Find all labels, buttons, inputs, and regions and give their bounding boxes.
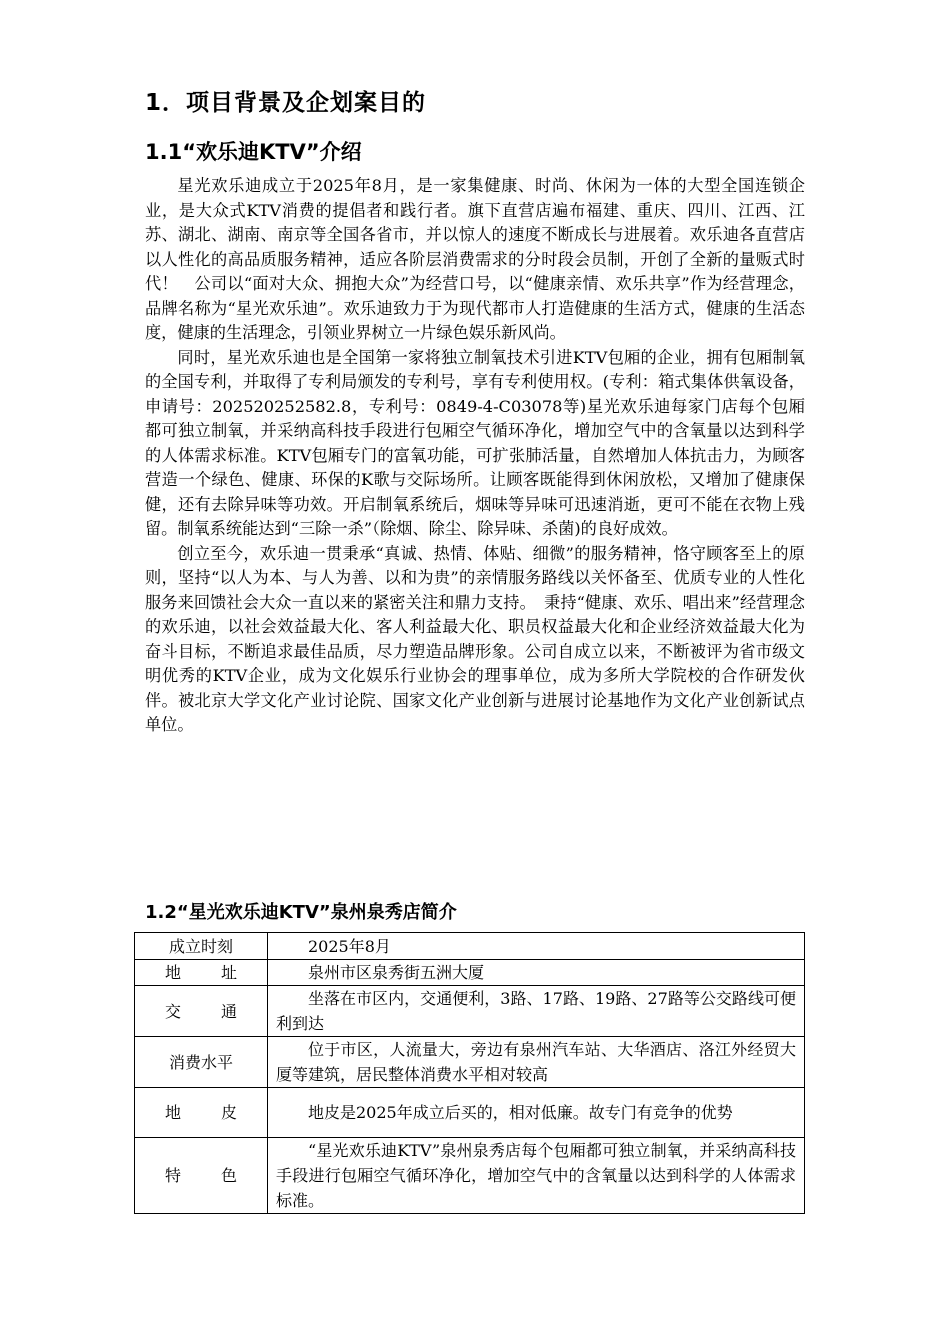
table-row <box>135 933 805 960</box>
row-value-founded: 2025年8月 <box>268 933 805 960</box>
label-text: 成立时刻 <box>168 936 233 956</box>
label-text: 地址 <box>165 963 237 982</box>
section-1-1-body <box>145 174 805 738</box>
row-value-land: 地皮是2025年成立后买的，相对低廉。故专门有竞争的优势 <box>268 1088 805 1138</box>
row-label-feature <box>135 1138 268 1214</box>
row-label-land <box>135 1088 268 1138</box>
paragraph-philosophy: 创立至今，欢乐迪一贯秉承“真诚、热情、体贴、细微”的服务精神，恪守顾客至上的原则，坚持“以人为本、与人为善、以和为贵”的亲情服务路线以关怀备至、优质专业的人性化服务来回馈社会大众一直以来的紧密关注和鼎力支持。 秉持“健康、欢乐、唱出来”经营理念的欢乐迪，以社会效益最大化、客人利益最大化、职员权益最大化和企业经济效益最大化为奋斗目标，不断追求最佳品质，尽力塑造品牌形象。公司自成立以来，不断被评为省市级文明优秀的KTV企业，成为文化娱乐行业协会的理事单位，成为多所大学院校的合作研发伙伴。被北京大学文化产业讨论院、国家文化产业创新与进展讨论基地作为文化产业创新试点单位。 <box>145 543 805 734</box>
table-row <box>135 1088 805 1138</box>
row-label-address <box>135 960 268 986</box>
table-row <box>135 960 805 986</box>
table-row <box>135 1037 805 1088</box>
label-text: 地皮 <box>165 1103 237 1122</box>
label-text: 交通 <box>165 1001 237 1021</box>
paragraph-intro: 星光欢乐迪成立于2025年8月，是一家集健康、时尚、休闲为一体的大型全国连锁企业，是大众式KTV消费的提倡者和践行者。旗下直营店遍布福建、重庆、四川、江西、江苏、湖北、湖南、南京等全国各省市，并以惊人的速度不断成长与进展着。欢乐迪各直营店以人性化的高品质服务精神，适应各阶层消费需求的分时段会员制，开创了全新的量贩式时代！ 公司以“面对大众、拥抱大众”为经营口号，以“健康亲情、欢乐共享”作为经营理念，品牌名称为“星光欢乐迪”。欢乐迪致力于为现代都市人打造健康的生活方式，健康的生活态度，健康的生活理念，引领业界树立一片绿色娱乐新风尚。 <box>145 176 805 342</box>
main-heading: 1．项目背景及企划案目的 <box>145 90 427 116</box>
store-info-table <box>134 932 805 1214</box>
row-value-feature: “星光欢乐迪KTV”泉州泉秀店每个包厢都可独立制氧，并采纳高科技手段进行包厢空气循环净化，增加空气中的含氧量以达到科学的人体需求标准。 <box>268 1138 805 1214</box>
paragraph-oxygen: 同时，星光欢乐迪也是全国第一家将独立制氧技术引进KTV包厢的企业，拥有包厢制氧的全国专利，并取得了专利局颁发的专利号，享有专利使用权。(专利：箱式集体供氧设备，申请号：202520252582.8，专利号：0849-4-C03078等)星光欢乐迪每家门店每个包厢都可独立制氧，并采纳高科技手段进行包厢空气循环净化，增加空气中的含氧量以达到科学的人体需求标准。KTV包厢专门的富氧功能，可扩张肺活量，自然增加人体抗击力，为顾客营造一个绿色、健康、环保的K歌与交际场所。让顾客既能得到休闲放松，又增加了健康保健，还有去除异味等功效。开启制氧系统后，烟味等异味可迅速消逝，更可不能在衣物上残留。制氧系统能达到“三除一杀”（除烟、除尘、除异味、杀菌)的良好成效。 <box>145 347 805 538</box>
row-label-transport <box>135 986 268 1037</box>
row-value-consumption: 位于市区，人流量大，旁边有泉州汽车站、大华酒店、洛江外经贸大厦等建筑，居民整体消费水平相对较高 <box>268 1037 805 1088</box>
section-1-2-title: 1.2“星光欢乐迪KTV”泉州泉秀店简介 <box>145 902 457 923</box>
row-label-consumption <box>135 1037 268 1088</box>
row-value-address: 泉州市区泉秀街五洲大厦 <box>268 960 805 986</box>
table-row <box>135 986 805 1037</box>
label-text: 消费水平 <box>168 1052 233 1072</box>
row-value-transport: 坐落在市区内，交通便利，3路、17路、19路、27路等公交路线可便利到达 <box>268 986 805 1037</box>
label-text: 特色 <box>165 1166 237 1185</box>
table-row <box>135 1138 805 1214</box>
section-1-1-title: 1.1“欢乐迪KTV”介绍 <box>145 140 362 164</box>
row-label-founded <box>135 933 268 960</box>
